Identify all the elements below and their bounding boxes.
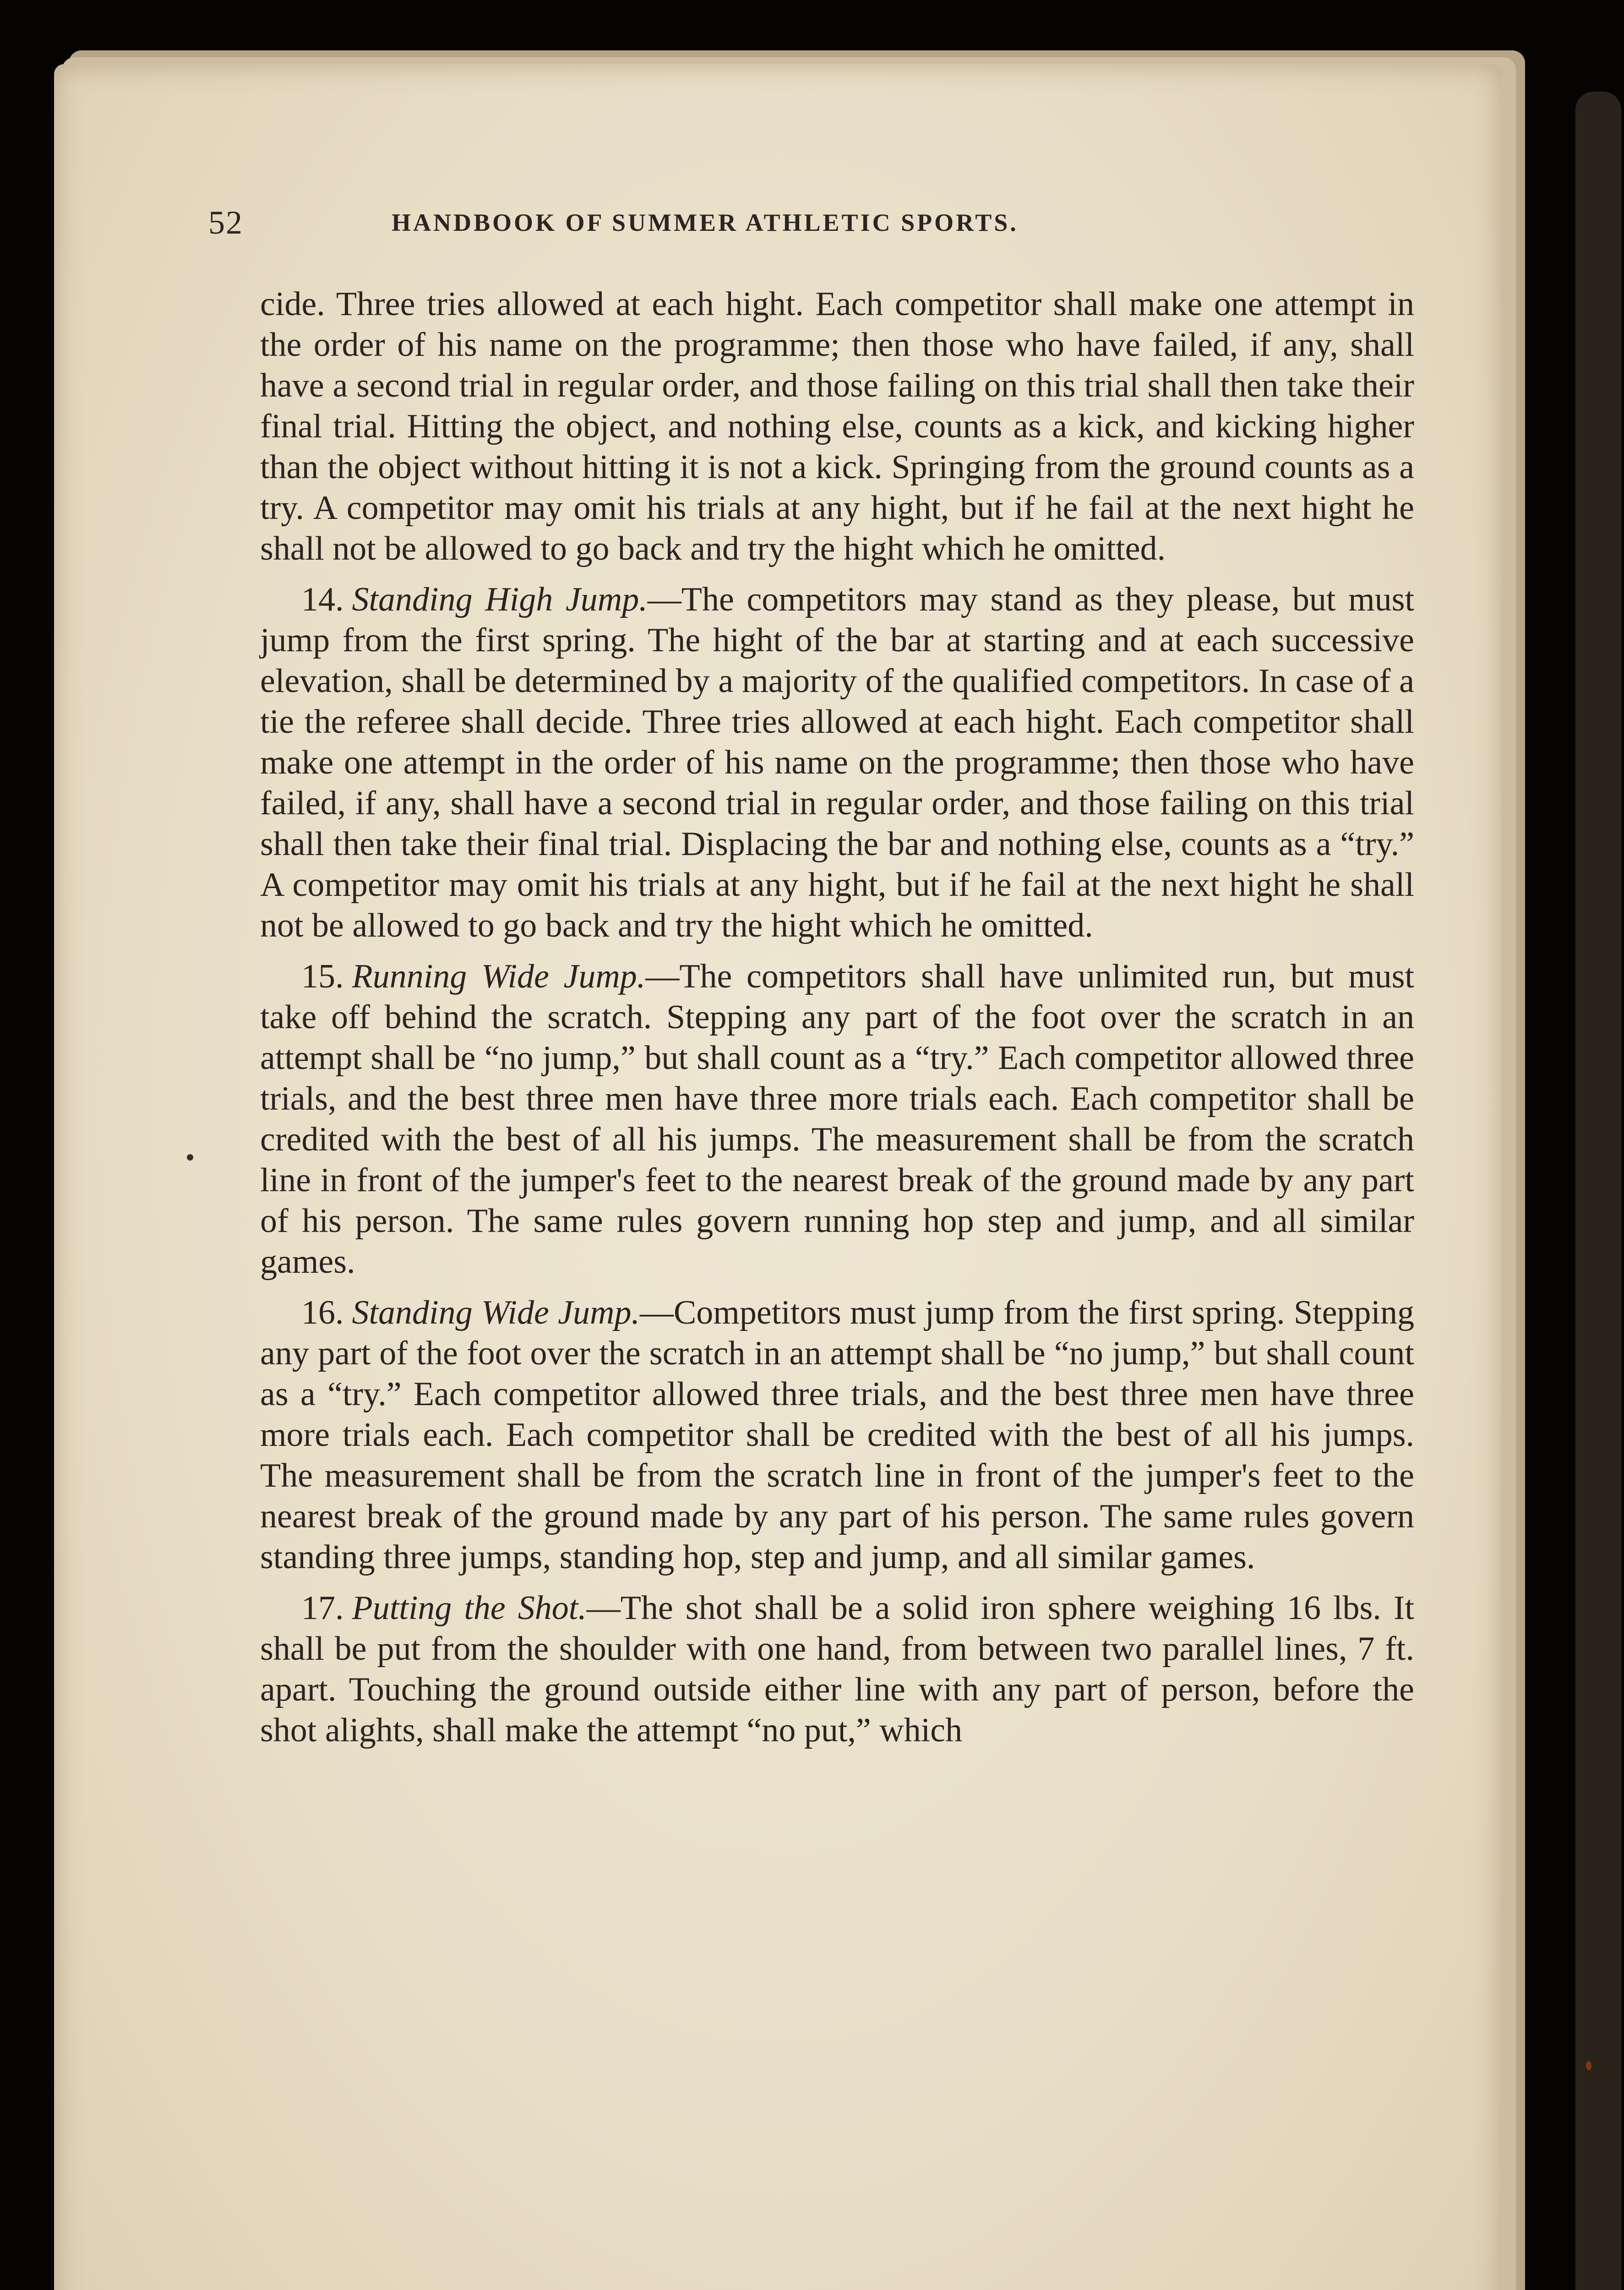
- page-body: [260, 284, 1414, 1761]
- rule-text: —The shot shall be a solid iron sphere weighing 16 lbs. It shall be put from the shoulder with one hand, from between two parallel lines, 7 ft. apart. Touching the ground outside either line with any part of person, before the shot alights, shall make the attempt “no put,” which: [260, 1589, 1414, 1749]
- rule-paragraph-17: [260, 1588, 1414, 1751]
- rule-paragraph-16: [260, 1292, 1414, 1578]
- rule-text: —The competitors may stand as they please, but must jump from the first spring. The hight of the bar at starting and at each successive elevation, shall be determined by a majority of the qualified competitors. In case of a tie the referee shall decide. Three tries allowed at each hight. Each competitor shall make one attempt in the order of his name on the programme; then those who have failed, if any, shall have a second trial in regular order, and those failing on this trial shall then take their final trial. Displacing the bar and nothing else, counts as a “try.” A competitor may omit his trials at any hight, but if he fail at the next hight he shall not be allowed to go back and try the hight which he omitted.: [260, 581, 1415, 944]
- running-head: HANDBOOK OF SUMMER ATHLETIC SPORTS.: [392, 209, 1019, 236]
- rule-number: 16.: [301, 1294, 344, 1331]
- facing-page-edge: [1575, 92, 1621, 2290]
- page-number: 52: [208, 204, 243, 241]
- paper-speck: [187, 1154, 193, 1161]
- rule-text: —The competitors shall have unlimited run, but must take off behind the scratch. Stepping any part of the foot over the scratch in an attempt shall be “no jump,” but shall count as a “try.” Each competitor allowed three trials, and the best three men have three more trials each. Each competitor shall be credited with the best of all his jumps. The measurement shall be from the scratch line in front of the jumper's feet to the nearest break of the ground made by any part of his person. The same rules govern running hop step and jump, and all similar games.: [260, 958, 1414, 1281]
- rule-paragraph-15: [260, 956, 1414, 1282]
- rule-title: Putting the Shot.: [352, 1589, 587, 1627]
- rule-number: 17.: [301, 1589, 344, 1627]
- rule-number: 14.: [301, 581, 344, 618]
- rule-text: —Competitors must jump from the first spring. Stepping any part of the foot over the scratch in an attempt shall be “no jump,” but shall count as a “try.” Each competitor allowed three trials, and the best three men have three more trials each. Each competitor shall be credited with the best of all his jumps. The measurement shall be from the scratch line in front of the jumper's feet to the nearest break of the ground made by any part of his person. The same rules govern standing three jumps, standing hop, step and jump, and all similar games.: [260, 1294, 1414, 1576]
- rule-paragraph-14: [260, 579, 1414, 946]
- page-header: [208, 204, 1422, 254]
- rule-title: Standing Wide Jump.: [352, 1294, 640, 1331]
- rule-number: 15.: [301, 958, 344, 995]
- continuation-paragraph: cide. Three tries allowed at each hight. Each competitor shall make one attempt in the order of his name on the programme; then those who have failed, if any, shall have a second trial in regular order, and those failing on this trial shall then take their final trial. Hitting the object, and nothing else, counts as a kick, and kicking higher than the object without hitting it is not a kick. Springing from the ground counts as a try. A competitor may omit his trials at any hight, but if he fail at the next hight he shall not be allowed to go back and try the hight which he omitted.: [260, 285, 1414, 567]
- rule-title: Running Wide Jump.: [352, 958, 646, 995]
- rule-title: Standing High Jump.: [352, 581, 648, 618]
- paper-speck: [1586, 2061, 1591, 2070]
